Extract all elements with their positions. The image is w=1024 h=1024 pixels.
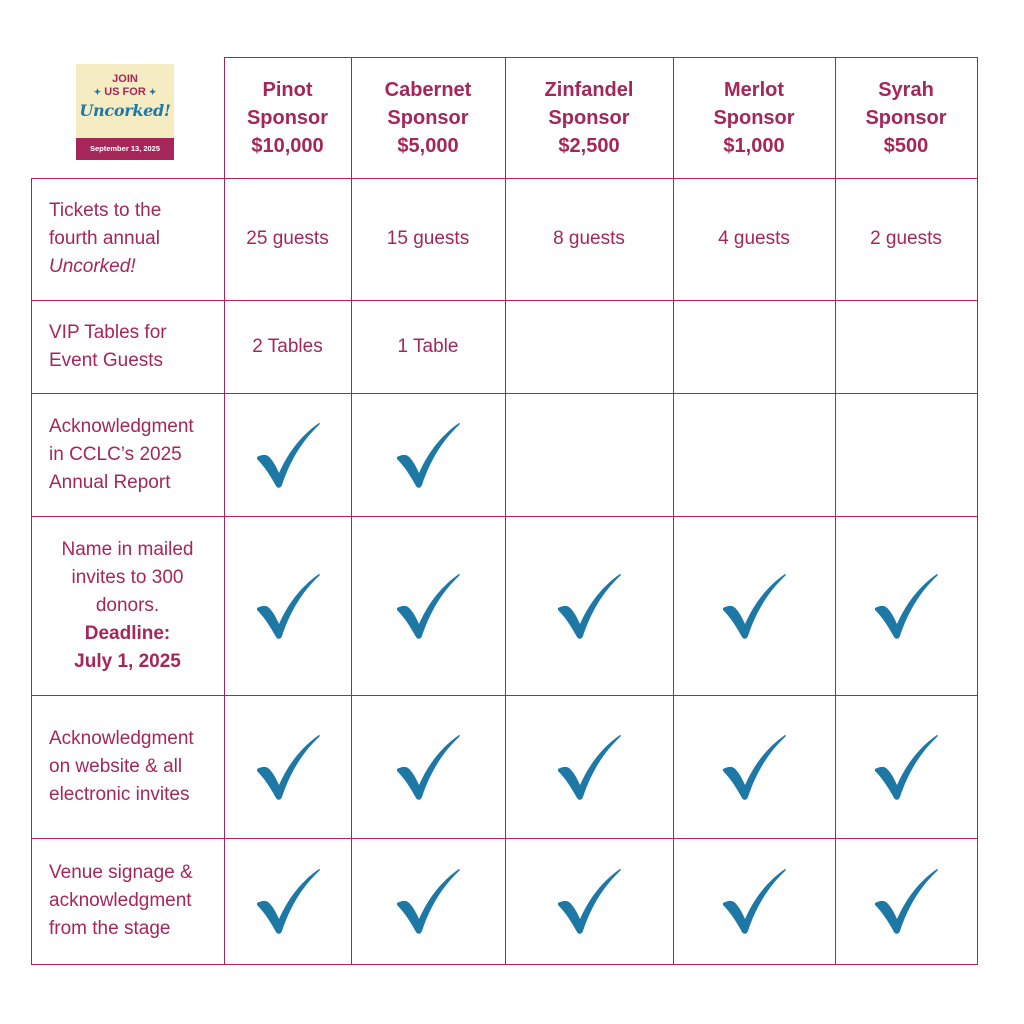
tickets-cabernet: 15 guests (386, 228, 470, 249)
checkmark-icon (673, 695, 835, 838)
tickets-syrah: 2 guests (870, 228, 942, 249)
checkmark-icon (351, 393, 505, 516)
logo-us-for-text: US FOR (104, 86, 146, 98)
row-label-venue-signage: Venue signage & acknowledgment from the stage (49, 862, 193, 939)
checkmark-icon (224, 393, 351, 516)
checkmark-icon (351, 838, 505, 964)
logo-title: Uncorked! (79, 101, 171, 120)
sparkle-icon: ✦ (148, 87, 157, 97)
deadline-text: Deadline: July 1, 2025 (74, 622, 181, 672)
tickets-merlot: 4 guests (718, 228, 790, 249)
checkmark-icon (224, 695, 351, 838)
tier-header-syrah: Syrah Sponsor $500 (865, 78, 947, 157)
grid-line (31, 178, 32, 965)
checkmark-icon (505, 838, 673, 964)
logo-join-text: JOIN (112, 73, 138, 85)
tickets-zinfandel: 8 guests (553, 228, 625, 249)
checkmark-icon (673, 838, 835, 964)
row-label-website: Acknowledgment on website & all electronic invites (49, 727, 194, 805)
tickets-pinot: 25 guests (246, 228, 329, 249)
row-label-tickets: Tickets to the fourth annual Uncorked! (49, 200, 162, 277)
checkmark-icon (351, 695, 505, 838)
tier-header-cabernet: Cabernet Sponsor $5,000 (384, 78, 472, 157)
row-label-annual-report: Acknowledgment in CCLC’s 2025 Annual Report (49, 415, 194, 493)
grid-line (977, 57, 978, 965)
vip-pinot: 2 Tables (252, 335, 323, 357)
row-label-mailed-invites: Name in mailed invites to 300 donors. Deadline: July 1, 2025 (61, 538, 194, 672)
event-logo (76, 64, 174, 160)
tier-header-merlot: Merlot Sponsor $1,000 (713, 78, 795, 157)
checkmark-icon (835, 838, 977, 964)
checkmark-icon (505, 695, 673, 838)
grid-line (505, 57, 506, 965)
logo-date: September 13, 2025 (76, 138, 174, 160)
checkmark-icon (835, 516, 977, 695)
checkmark-icon (835, 695, 977, 838)
checkmark-icon (505, 516, 673, 695)
checkmark-icon (224, 838, 351, 964)
grid-line (224, 57, 225, 965)
tier-header-pinot: Pinot Sponsor $10,000 (246, 78, 329, 157)
checkmark-icon (224, 516, 351, 695)
grid-line (351, 57, 352, 965)
sparkle-icon: ✦ (93, 87, 102, 97)
vip-cabernet: 1 Table (397, 335, 459, 357)
checkmark-icon (673, 516, 835, 695)
grid-line (673, 57, 674, 965)
tier-header-zinfandel: Zinfandel Sponsor $2,500 (544, 78, 634, 157)
row-label-vip-tables: VIP Tables for Event Guests (49, 321, 167, 371)
grid-line (224, 57, 978, 58)
checkmark-icon (351, 516, 505, 695)
grid-line (835, 57, 836, 965)
